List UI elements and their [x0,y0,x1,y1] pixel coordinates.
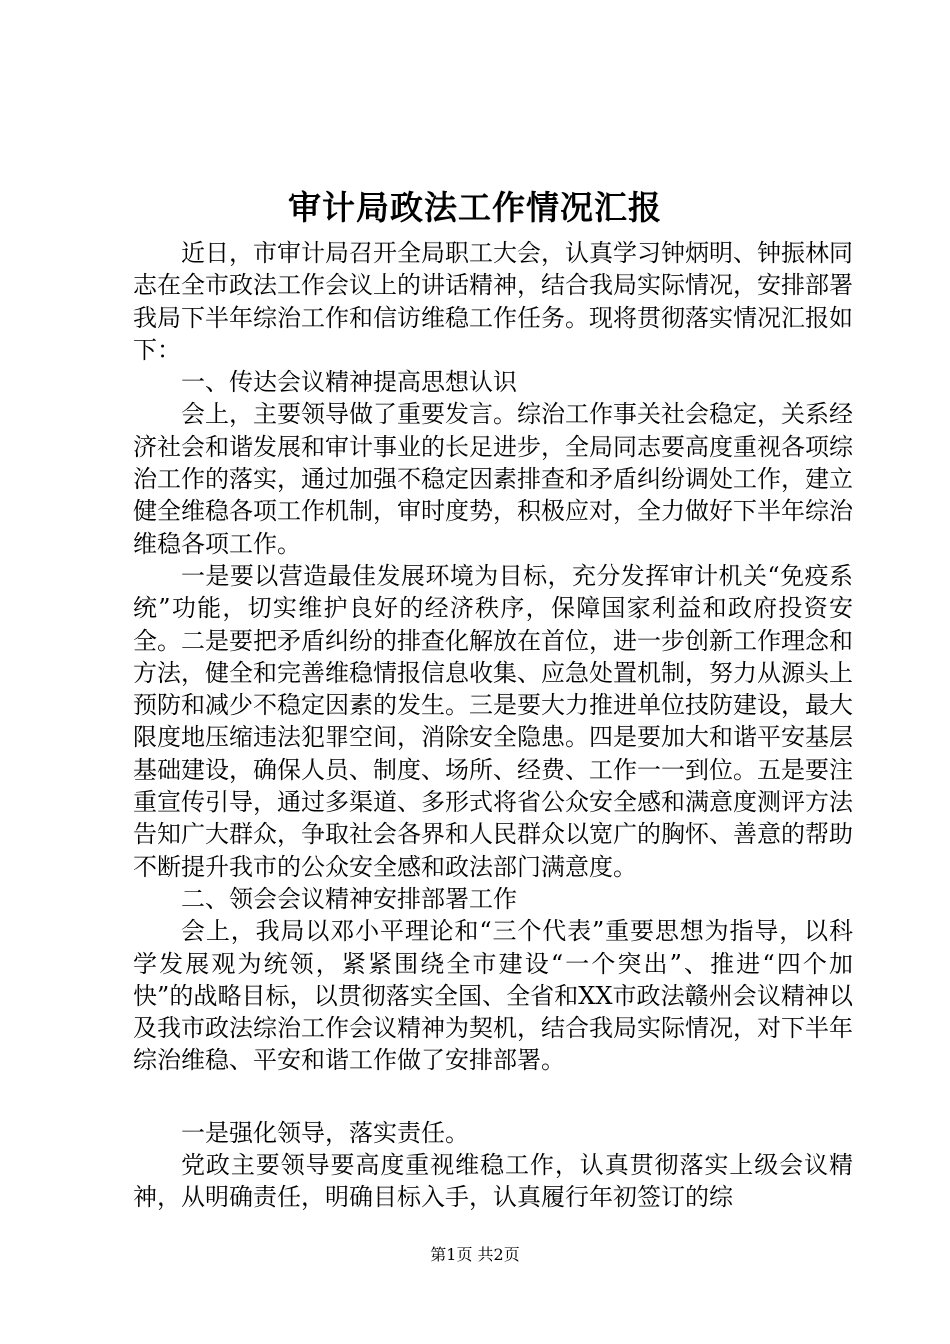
document-body [133,237,853,1214]
paragraph-meeting-speech: 会上，主要领导做了重要发言。综治工作事关社会稳定，关系经济社会和谐发展和审计事业的长足进步，全局同志要高度重视各项综治工作的落实，通过加强不稳定因素排查和矛盾纠纷调处工作，建立健全维稳各项工作机制，审时度势，积极应对，全力做好下半年综治维稳各项工作。 [133,400,853,558]
document-title: 审计局政法工作情况汇报 [288,188,662,227]
subheading-leadership: 一是强化领导，落实责任。 [181,1118,469,1147]
paragraph-five-requirements: 一是要以营造最佳发展环境为目标，充分发挥审计机关“免疫系统”功能，切实维护良好的经济秩序，保障国家利益和政府投资安全。二是要把矛盾纠纷的排查化解放在首位，进一步创新工作理念和方法，健全和完善维稳情报信息收集、应急处置机制，努力从源头上预防和减少不稳定因素的发生。三是要大力推进单位技防建设，最大限度地压缩违法犯罪空间，消除安全隐患。四是要加大和谐平安基层基础建设，确保人员、制度、场所、经费、工作一一到位。五是要注重宣传引导，通过多渠道、多形式将省公众安全感和满意度测评方法告知广大群众，争取社会各界和人民群众以宽广的胸怀、善意的帮助不断提升我市的公众安全感和政法部门满意度。 [133,561,853,881]
paragraph-leadership: 党政主要领导要高度重视维稳工作，认真贯彻落实上级会议精神，从明确责任，明确目标入手，认真履行年初签订的综 [133,1151,853,1212]
paragraph-intro: 近日，市审计局召开全局职工大会，认真学习钟炳明、钟振林同志在全市政法工作会议上的讲话精神，结合我局实际情况，安排部署我局下半年综治工作和信访维稳工作任务。现将贯彻落实情况汇报如下： [133,239,853,364]
section-heading-2: 二、领会会议精神安排部署工作 [181,884,517,913]
section-heading-1: 一、传达会议精神提高思想认识 [181,368,517,397]
paragraph-deployment: 会上，我局以邓小平理论和“三个代表”重要思想为指导，以科学发展观为统领，紧紧围绕全市建设“一个突出”、推进“四个加快”的战略目标，以贯彻落实全国、全省和XX市政法赣州会议精神以及我市政法综治工作会议精神为契机，结合我局实际情况，对下半年综治维稳、平安和谐工作做了安排部署。 [133,917,853,1075]
page-footer: 第1页 共2页 [430,1245,520,1264]
